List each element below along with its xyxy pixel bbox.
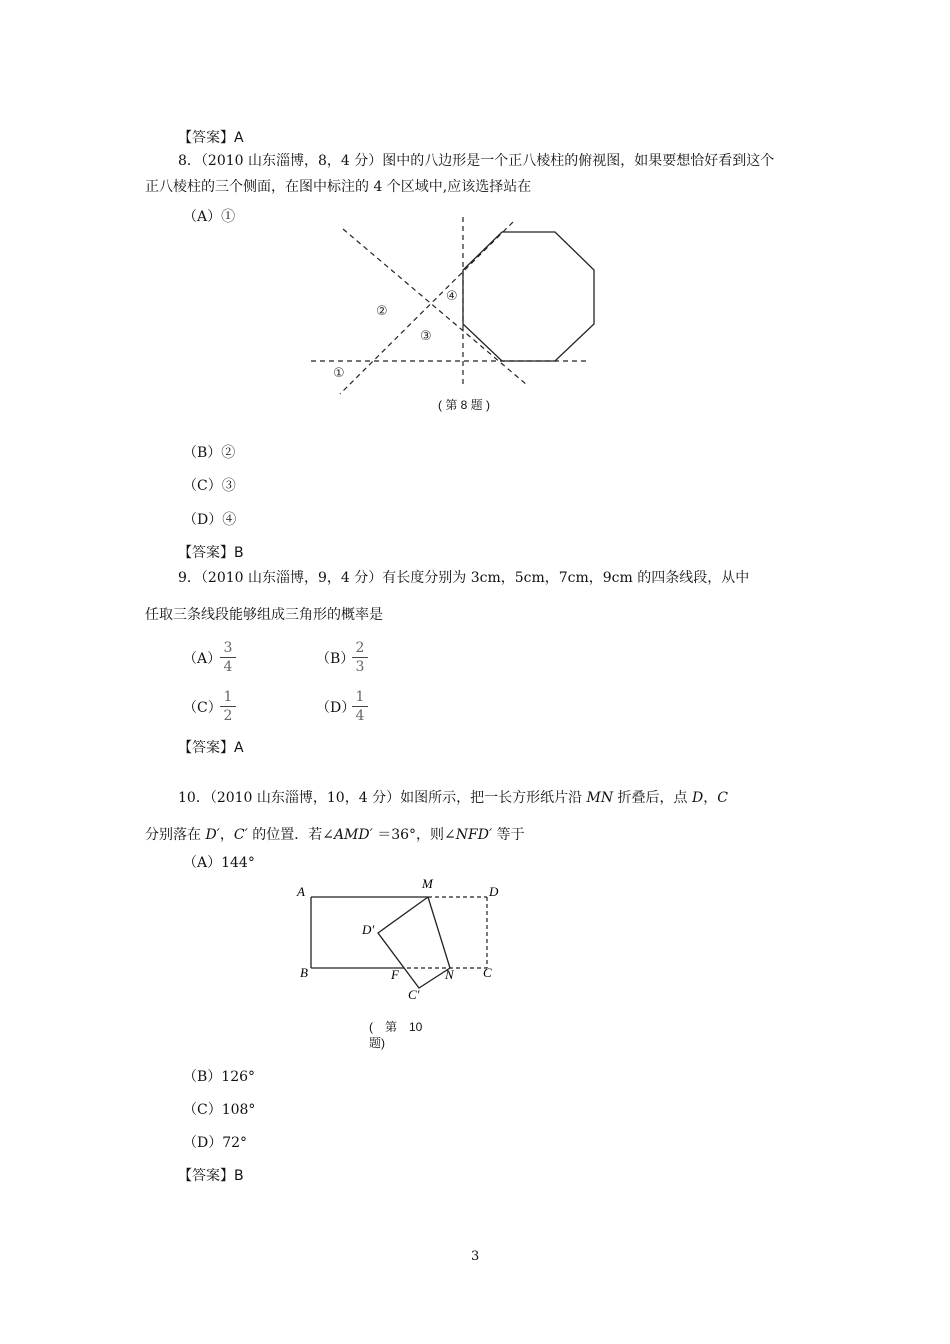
page-number: 3 [471,1249,480,1264]
fraction-denominator: 4 [223,659,233,675]
q8-option-d: （D）④ [183,512,237,528]
q8-region-1-label: ① [333,366,345,381]
q10-answer: 【答案】B [178,1168,244,1184]
q8-text-line2: 正八棱柱的三个侧面，在图中标注的 4 个区域中,应该选择站在 [145,179,532,195]
q9-option-c-label: （C） [183,700,222,716]
q10-point-d-prime: D′ [362,922,375,937]
q7-answer: 【答案】A [178,130,244,146]
q8-region-3-label: ③ [420,329,432,344]
q10-figure-caption-line1: ( 第 10 [369,1020,423,1034]
q8-region-4-label: ④ [446,289,458,304]
q10-option-b: （B）126° [183,1069,256,1085]
q9-option-b-label: （B） [316,651,355,667]
fraction-denominator: 4 [355,708,365,724]
q8-figure-caption: ( 第 8 题 ) [438,398,491,412]
q10-point-m: M [422,876,433,891]
q9-text-line1: 9．（2010 山东淄博，9，4 分）有长度分别为 3cm，5cm，7cm，9cm 的四条线段，从中 [178,570,750,586]
fraction-numerator: 3 [223,640,233,656]
q9-answer: 【答案】A [178,740,244,756]
q10-text-line1: 10．（2010 山东淄博，10，4 分）如图所示，把一长方形纸片沿 MN 折叠后，点 D，C [178,790,728,806]
q10-option-d: （D）72° [183,1135,248,1151]
fraction-numerator: 1 [355,689,365,705]
q8-option-a: （A）① [183,209,236,225]
q8-region-2-label: ② [376,304,388,319]
q10-text-line2: 分别落在 D′，C′ 的位置．若∠AMD′ ＝36°，则∠NFD′ 等于 [145,827,525,843]
q10-point-f: F [391,967,399,982]
q10-point-c-prime: C′ [408,987,420,1002]
fraction-denominator: 3 [355,659,365,675]
q10-point-b: B [300,965,308,980]
fraction-denominator: 2 [223,708,233,724]
q10-folded-flap [378,897,450,988]
q8-option-b: （B）② [183,445,236,461]
q9-text-line2: 任取三条线段能够组成三角形的概率是 [145,607,383,623]
q10-option-a: （A）144° [183,855,255,871]
q8-text-line1: 8．（2010 山东淄博，8，4 分）图中的八边形是一个正八棱柱的俯视图，如果要想恰好看到这个 [178,153,775,169]
q8-answer: 【答案】B [178,545,244,561]
q10-figure-caption-line2: 题) [369,1036,385,1050]
q10-point-d: D [489,884,499,899]
q9-option-a-label: （A） [183,651,222,667]
q10-point-a: A [297,884,305,899]
q10-option-c: （C）108° [183,1102,256,1118]
q9-option-d-label: （D） [316,700,356,716]
fraction-numerator: 2 [355,640,365,656]
q10-point-n: N [445,967,454,982]
q10-point-c: C [483,965,492,980]
q8-option-c: （C）③ [183,478,236,494]
fraction-numerator: 1 [223,689,233,705]
